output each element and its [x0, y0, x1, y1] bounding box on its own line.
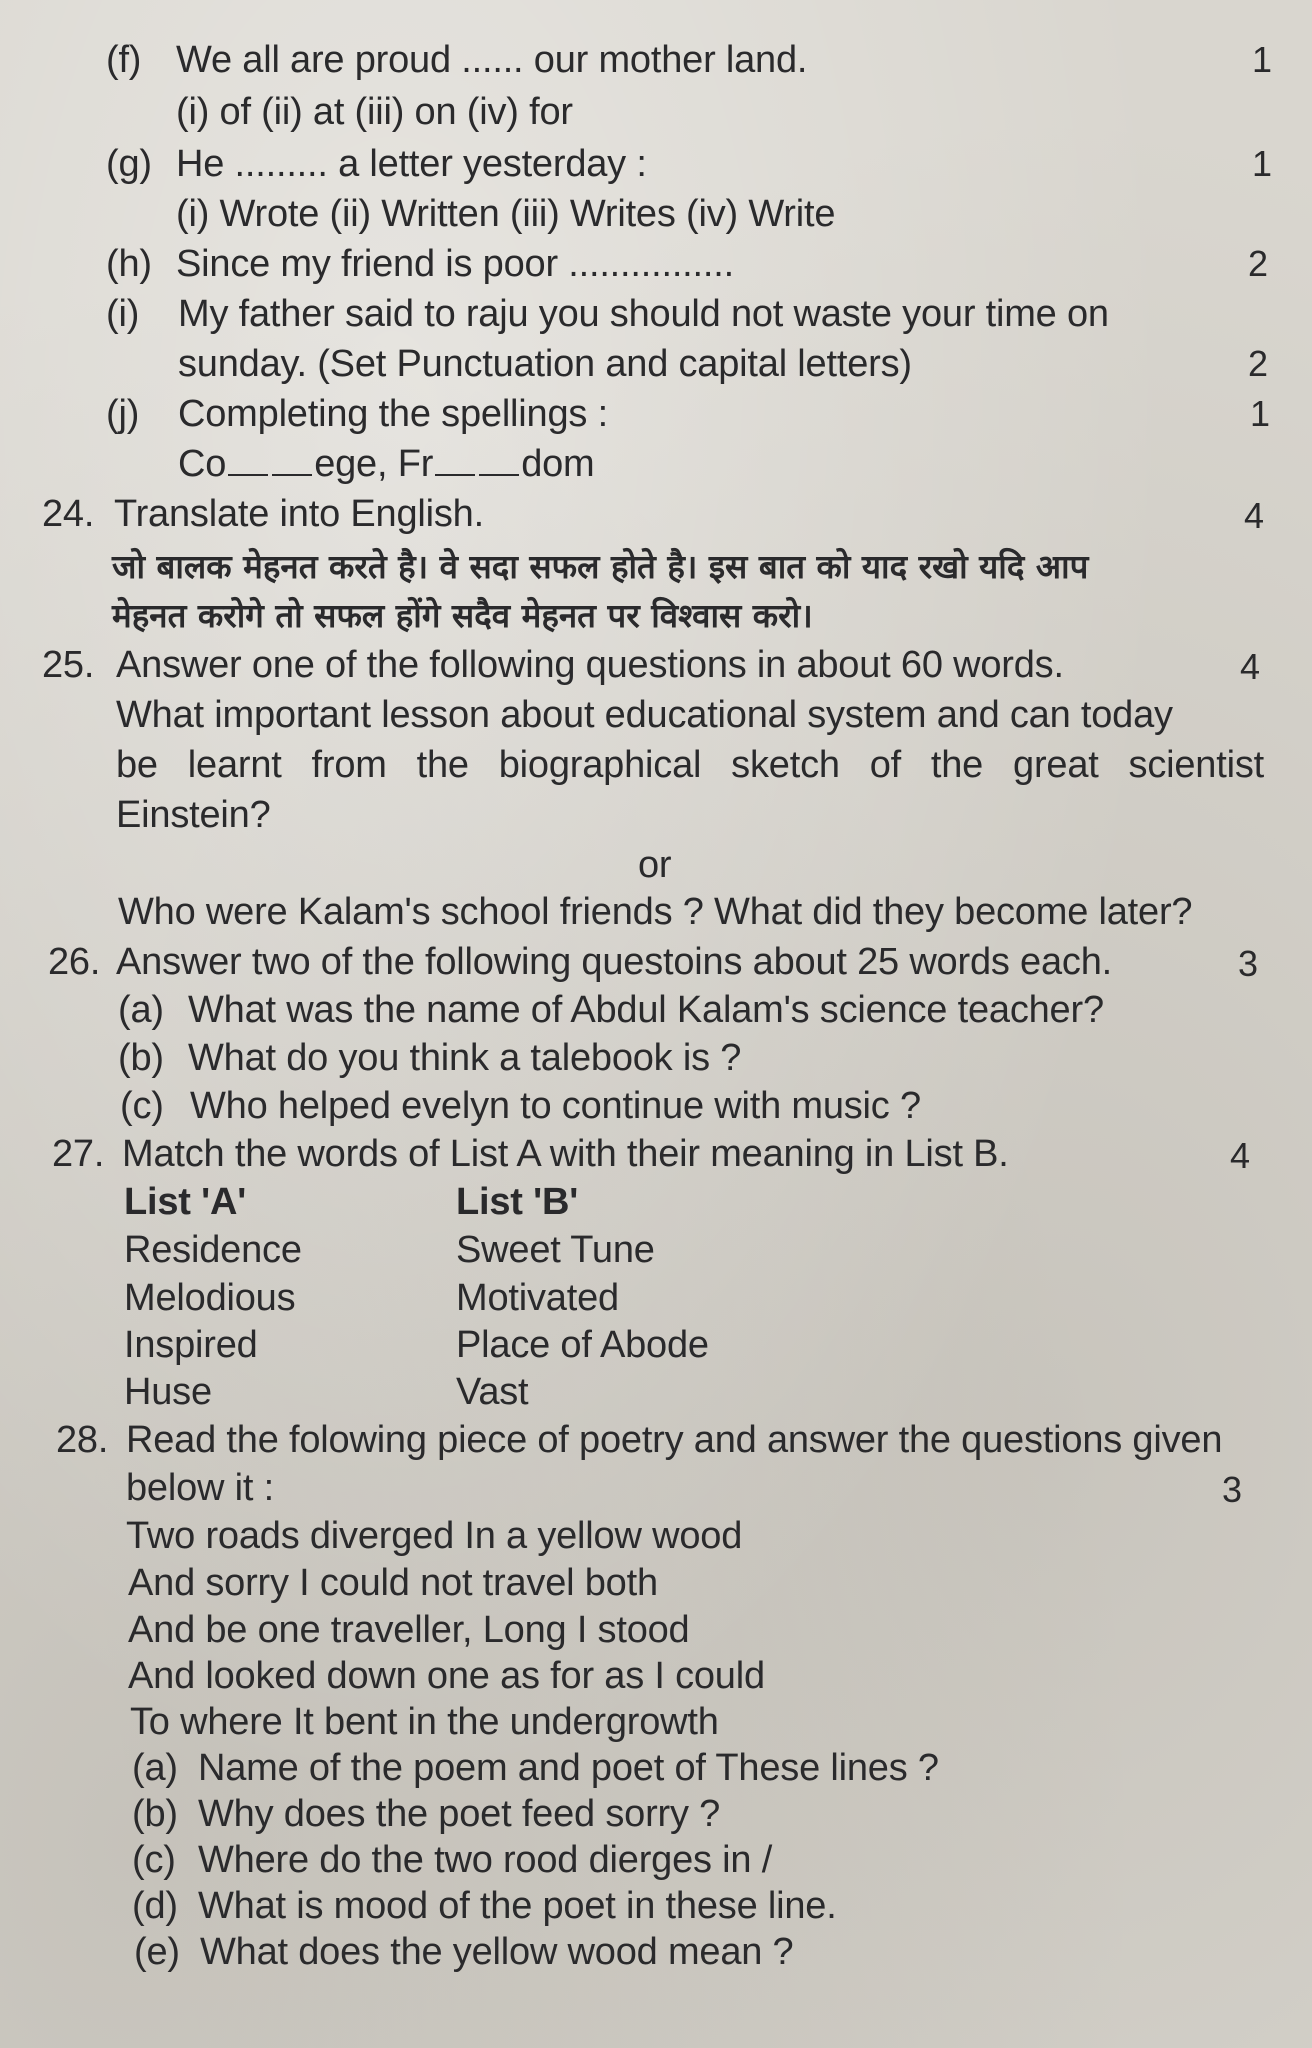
q23f-text: We all are proud ...... our mother land. [176, 39, 808, 81]
q23j-word2-start: Fr [397, 443, 434, 485]
blank-line [435, 444, 475, 476]
q28-line2: below it : [126, 1467, 274, 1509]
q27-list-a-item: Huse [124, 1371, 212, 1413]
q26-item-b-text: What do you think a talebook is ? [188, 1037, 742, 1079]
q23i-marks: 2 [1248, 343, 1269, 384]
q28-item-b-text: Why does the poet feed sorry ? [198, 1793, 721, 1835]
q27-list-a-item: Residence [124, 1229, 302, 1271]
q28-item-e-label: (e) [134, 1931, 180, 1973]
q24-marks: 4 [1244, 495, 1265, 536]
q27-list-b-item: Motivated [456, 1277, 619, 1319]
q23h-text: Since my friend is poor ................ [176, 243, 734, 285]
q23i-label: (i) [106, 293, 140, 335]
q23h-label: (h) [106, 243, 152, 285]
q27-list-b-item: Vast [456, 1371, 529, 1413]
blank-line [479, 444, 519, 476]
q28-item-c-label: (c) [132, 1839, 176, 1881]
q23j-text: Completing the spellings : [178, 393, 608, 435]
q27-list-b-item: Place of Abode [456, 1324, 709, 1366]
q28-poem-line: And be one traveller, Long I stood [128, 1609, 690, 1651]
q27-marks: 4 [1230, 1135, 1251, 1176]
q28-item-e-text: What does the yellow wood mean ? [200, 1931, 794, 1973]
q24-hindi-line1: जो बालक मेहनत करते है। वे सदा सफल होते है। इस बात को याद रखो यदि आप [112, 547, 1089, 586]
q27-list-a-item: Inspired [124, 1324, 258, 1366]
q28-marks: 3 [1222, 1469, 1243, 1510]
q28-number: 28. [56, 1419, 109, 1461]
q27-number: 27. [52, 1133, 105, 1175]
blank-line [272, 444, 312, 476]
q23j-label: (j) [106, 393, 140, 435]
q28-item-c-text: Where do the two rood dierges in / [198, 1839, 773, 1881]
q23j-word1-start: Co [178, 443, 227, 485]
q25-or: or [638, 844, 672, 886]
q23i-line2: sunday. (Set Punctuation and capital letters) [178, 343, 912, 385]
q28-poem-line: To where It bent in the undergrowth [130, 1701, 719, 1743]
q26-item-c-label: (c) [120, 1085, 164, 1127]
q25-para-line3: Einstein? [116, 794, 271, 836]
q24-text: Translate into English. [114, 493, 484, 535]
q25-alt-question: Who were Kalam's school friends ? What did they become later? [118, 891, 1193, 933]
q23j-marks: 1 [1250, 393, 1271, 434]
q23f-label: (f) [106, 39, 142, 81]
q25-marks: 4 [1240, 646, 1261, 687]
q25-text: Answer one of the following questions in about 60 words. [116, 644, 1064, 686]
q26-item-c-text: Who helped evelyn to continue with music ? [190, 1085, 921, 1127]
blank-line [228, 444, 268, 476]
q28-poem-line: And looked down one as for as I could [128, 1655, 765, 1697]
q27-list-a-heading: List 'A' [124, 1181, 247, 1223]
q23h-marks: 2 [1248, 243, 1269, 284]
q23f-options: (i) of (ii) at (iii) on (iv) for [176, 91, 573, 133]
q27-list-b-item: Sweet Tune [456, 1229, 655, 1271]
q28-poem-line: And sorry I could not travel both [128, 1562, 658, 1604]
q28-item-d-text: What is mood of the poet in these line. [198, 1885, 837, 1927]
q23j-word1-end: ege, [314, 443, 388, 485]
q28-item-b-label: (b) [132, 1793, 178, 1835]
q23g-options: (i) Wrote (ii) Written (iii) Writes (iv) Write [176, 193, 836, 235]
q23i-line1: My father said to raju you should not waste your time on [178, 293, 1109, 335]
q28-poem-line: Two roads diverged In a yellow wood [126, 1515, 743, 1557]
q27-text: Match the words of List A with their meaning in List B. [122, 1133, 1009, 1175]
q23f-marks: 1 [1252, 39, 1273, 80]
q26-item-a-label: (a) [118, 989, 164, 1031]
q26-text: Answer two of the following questoins about 25 words each. [116, 941, 1112, 983]
q24-number: 24. [42, 493, 95, 535]
q27-list-a-item: Melodious [124, 1277, 296, 1319]
q23g-marks: 1 [1252, 143, 1273, 184]
q25-para-line1: What important lesson about educational system and can today [116, 694, 1173, 736]
q26-marks: 3 [1238, 943, 1259, 984]
q26-number: 26. [48, 941, 101, 983]
q23g-label: (g) [106, 143, 152, 185]
q25-number: 25. [42, 644, 95, 686]
q28-line1: Read the folowing piece of poetry and answer the questions given [126, 1419, 1223, 1461]
q23j-spelling-words [178, 442, 595, 486]
q28-item-d-label: (d) [132, 1885, 178, 1927]
q26-item-b-label: (b) [118, 1037, 164, 1079]
q23g-text: He ......... a letter yesterday : [176, 143, 647, 185]
q25-para-line2: be learnt from the biographical sketch of the great scientist [116, 744, 1264, 786]
q28-item-a-label: (a) [132, 1747, 178, 1789]
q23j-word2-end: dom [521, 443, 595, 485]
q27-list-b-heading: List 'B' [456, 1181, 579, 1223]
q28-item-a-text: Name of the poem and poet of These lines ? [198, 1747, 939, 1789]
q26-item-a-text: What was the name of Abdul Kalam's science teacher? [188, 989, 1104, 1031]
q24-hindi-line2: मेहनत करोगे तो सफल होंगे सदैव मेहनत पर विश्वास करो। [112, 596, 813, 635]
